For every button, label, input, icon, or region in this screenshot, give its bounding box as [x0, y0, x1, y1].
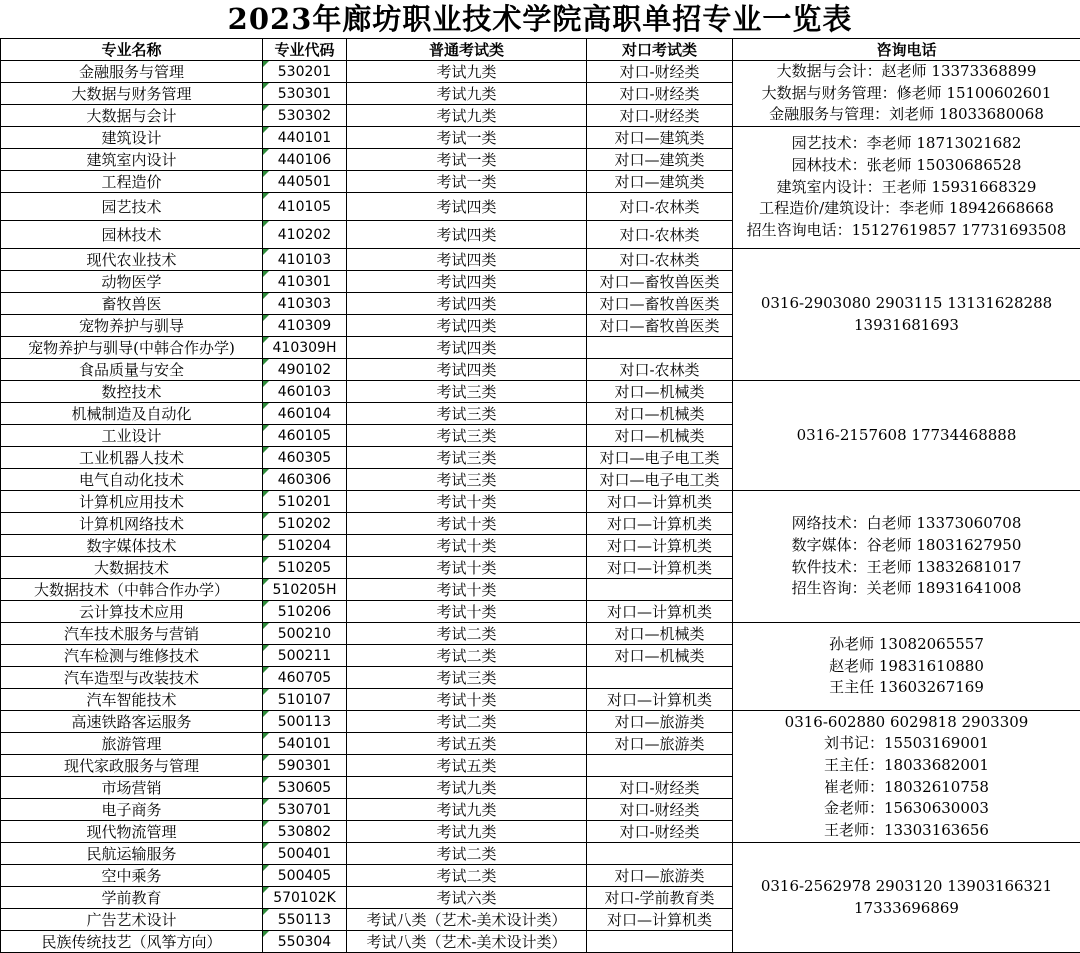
- major-name: 大数据技术（中韩合作办学）: [1, 579, 263, 601]
- major-name: 市场营销: [1, 777, 263, 799]
- vocational-exam-type: 对口-农林类: [587, 359, 733, 381]
- major-code: 410202: [263, 221, 347, 249]
- vocational-exam-type: 对口-财经类: [587, 105, 733, 127]
- vocational-exam-type: 对口—计算机类: [587, 513, 733, 535]
- general-exam-type: 考试十类: [347, 689, 587, 711]
- major-code: 490102: [263, 359, 347, 381]
- major-name: 大数据与财务管理: [1, 83, 263, 105]
- major-code: 540101: [263, 733, 347, 755]
- contact-line: 0316-2903080 2903115 13131628288: [733, 293, 1080, 315]
- contact-line: 园林技术：张老师 15030686528: [733, 155, 1080, 177]
- general-exam-type: 考试十类: [347, 579, 587, 601]
- major-name: 大数据技术: [1, 557, 263, 579]
- major-name: 园艺技术: [1, 193, 263, 221]
- major-code: 460103: [263, 381, 347, 403]
- major-name: 机械制造及自动化: [1, 403, 263, 425]
- contact-line: 园艺技术：李老师 18713021682: [733, 133, 1080, 155]
- table-row: [1, 843, 1080, 865]
- contact-cell: [733, 491, 1080, 623]
- major-code: 410309H: [263, 337, 347, 359]
- vocational-exam-type: 对口-农林类: [587, 193, 733, 221]
- major-code: 440101: [263, 127, 347, 149]
- major-name: 大数据与会计: [1, 105, 263, 127]
- general-exam-type: 考试三类: [347, 667, 587, 689]
- vocational-exam-type: [587, 755, 733, 777]
- major-name: 金融服务与管理: [1, 61, 263, 83]
- major-name: 计算机网络技术: [1, 513, 263, 535]
- general-exam-type: 考试三类: [347, 447, 587, 469]
- vocational-exam-type: 对口—畜牧兽医类: [587, 293, 733, 315]
- major-code: 500401: [263, 843, 347, 865]
- vocational-exam-type: 对口—建筑类: [587, 127, 733, 149]
- general-exam-type: 考试九类: [347, 777, 587, 799]
- table-row: [1, 249, 1080, 271]
- vocational-exam-type: [587, 337, 733, 359]
- major-code: 530301: [263, 83, 347, 105]
- vocational-exam-type: [587, 667, 733, 689]
- major-name: 现代农业技术: [1, 249, 263, 271]
- major-name: 民航运输服务: [1, 843, 263, 865]
- general-exam-type: 考试五类: [347, 733, 587, 755]
- vocational-exam-type: 对口-财经类: [587, 61, 733, 83]
- major-name: 广告艺术设计: [1, 909, 263, 931]
- major-code: 460305: [263, 447, 347, 469]
- major-name: 汽车造型与改装技术: [1, 667, 263, 689]
- major-code: 460105: [263, 425, 347, 447]
- vocational-exam-type: 对口—机械类: [587, 425, 733, 447]
- general-exam-type: 考试十类: [347, 513, 587, 535]
- major-name: 数控技术: [1, 381, 263, 403]
- vocational-exam-type: 对口-学前教育类: [587, 887, 733, 909]
- general-exam-type: 考试三类: [347, 403, 587, 425]
- majors-table: [0, 38, 1080, 953]
- general-exam-type: 考试九类: [347, 61, 587, 83]
- major-name: 宠物养护与驯导: [1, 315, 263, 337]
- general-exam-type: 考试八类（艺术-美术设计类）: [347, 909, 587, 931]
- major-name: 学前教育: [1, 887, 263, 909]
- contact-line: 金融服务与管理：刘老师 18033680068: [733, 104, 1080, 126]
- major-name: 畜牧兽医: [1, 293, 263, 315]
- general-exam-type: 考试二类: [347, 645, 587, 667]
- major-name: 汽车智能技术: [1, 689, 263, 711]
- major-name: 电子商务: [1, 799, 263, 821]
- major-code: 570102K: [263, 887, 347, 909]
- major-name: 计算机应用技术: [1, 491, 263, 513]
- general-exam-type: 考试十类: [347, 535, 587, 557]
- general-exam-type: 考试四类: [347, 221, 587, 249]
- vocational-exam-type: 对口—电子电工类: [587, 447, 733, 469]
- major-name: 食品质量与安全: [1, 359, 263, 381]
- vocational-exam-type: 对口-农林类: [587, 249, 733, 271]
- major-name: 高速铁路客运服务: [1, 711, 263, 733]
- general-exam-type: 考试四类: [347, 359, 587, 381]
- general-exam-type: 考试三类: [347, 381, 587, 403]
- table-row: [1, 61, 1080, 83]
- vocational-exam-type: 对口—计算机类: [587, 601, 733, 623]
- table-row: [1, 127, 1080, 149]
- contact-line: 大数据与财务管理：修老师 15100602601: [733, 83, 1080, 105]
- major-code: 410303: [263, 293, 347, 315]
- major-code: 460306: [263, 469, 347, 491]
- vocational-exam-type: 对口—机械类: [587, 403, 733, 425]
- contact-line: 赵老师 19831610880: [733, 656, 1080, 678]
- major-code: 590301: [263, 755, 347, 777]
- contact-line: 17333696869: [733, 898, 1080, 920]
- general-exam-type: 考试二类: [347, 865, 587, 887]
- major-name: 旅游管理: [1, 733, 263, 755]
- general-exam-type: 考试四类: [347, 271, 587, 293]
- major-code: 510201: [263, 491, 347, 513]
- header-major-name: 专业名称: [1, 39, 263, 61]
- major-name: 电气自动化技术: [1, 469, 263, 491]
- vocational-exam-type: 对口-财经类: [587, 821, 733, 843]
- vocational-exam-type: 对口—旅游类: [587, 711, 733, 733]
- major-name: 动物医学: [1, 271, 263, 293]
- general-exam-type: 考试四类: [347, 249, 587, 271]
- general-exam-type: 考试一类: [347, 149, 587, 171]
- contact-line: 招生咨询电话：15127619857 17731693508: [733, 220, 1080, 242]
- table-row: [1, 381, 1080, 403]
- major-name: 数字媒体技术: [1, 535, 263, 557]
- contact-cell: [733, 711, 1080, 843]
- major-name: 宠物养护与驯导(中韩合作办学): [1, 337, 263, 359]
- major-code: 410301: [263, 271, 347, 293]
- major-code: 530201: [263, 61, 347, 83]
- major-code: 550113: [263, 909, 347, 931]
- major-code: 510205: [263, 557, 347, 579]
- vocational-exam-type: 对口—机械类: [587, 623, 733, 645]
- major-name: 工程造价: [1, 171, 263, 193]
- major-name: 云计算技术应用: [1, 601, 263, 623]
- major-name: 工业机器人技术: [1, 447, 263, 469]
- header-vocational-exam: 对口考试类: [587, 39, 733, 61]
- vocational-exam-type: 对口—畜牧兽医类: [587, 315, 733, 337]
- general-exam-type: 考试三类: [347, 469, 587, 491]
- contact-cell: [733, 127, 1080, 249]
- major-code: 510205H: [263, 579, 347, 601]
- major-code: 500211: [263, 645, 347, 667]
- major-name: 空中乘务: [1, 865, 263, 887]
- contact-cell: [733, 843, 1080, 953]
- major-code: 510204: [263, 535, 347, 557]
- contact-line: 金老师：15630630003: [733, 798, 1080, 820]
- contact-cell: [733, 61, 1080, 127]
- major-code: 500210: [263, 623, 347, 645]
- major-code: 500405: [263, 865, 347, 887]
- table-row: [1, 623, 1080, 645]
- vocational-exam-type: 对口—计算机类: [587, 689, 733, 711]
- contact-line: 0316-2157608 17734468888: [733, 425, 1080, 447]
- vocational-exam-type: 对口—建筑类: [587, 171, 733, 193]
- general-exam-type: 考试二类: [347, 623, 587, 645]
- vocational-exam-type: 对口—计算机类: [587, 491, 733, 513]
- contact-line: 大数据与会计：赵老师 13373368899: [733, 61, 1080, 83]
- major-code: 460705: [263, 667, 347, 689]
- major-code: 440501: [263, 171, 347, 193]
- contact-line: 刘书记：15503169001: [733, 733, 1080, 755]
- major-code: 530701: [263, 799, 347, 821]
- vocational-exam-type: 对口-财经类: [587, 799, 733, 821]
- page-title: 2023年廊坊职业技术学院高职单招专业一览表: [0, 0, 1080, 38]
- major-code: 410309: [263, 315, 347, 337]
- general-exam-type: 考试十类: [347, 601, 587, 623]
- contact-line: 崔老师：18032610758: [733, 777, 1080, 799]
- contact-line: 招生咨询：关老师 18931641008: [733, 578, 1080, 600]
- contact-line: 王主任 13603267169: [733, 677, 1080, 699]
- major-code: 500113: [263, 711, 347, 733]
- vocational-exam-type: 对口-农林类: [587, 221, 733, 249]
- vocational-exam-type: 对口—计算机类: [587, 535, 733, 557]
- general-exam-type: 考试二类: [347, 711, 587, 733]
- vocational-exam-type: [587, 843, 733, 865]
- contact-line: 13931681693: [733, 315, 1080, 337]
- general-exam-type: 考试六类: [347, 887, 587, 909]
- major-name: 建筑设计: [1, 127, 263, 149]
- header-general-exam: 普通考试类: [347, 39, 587, 61]
- table-header-row: [1, 39, 1080, 61]
- general-exam-type: 考试十类: [347, 491, 587, 513]
- major-name: 汽车检测与维修技术: [1, 645, 263, 667]
- general-exam-type: 考试三类: [347, 425, 587, 447]
- general-exam-type: 考试四类: [347, 315, 587, 337]
- general-exam-type: 考试八类（艺术-美术设计类）: [347, 931, 587, 953]
- general-exam-type: 考试十类: [347, 557, 587, 579]
- general-exam-type: 考试五类: [347, 755, 587, 777]
- vocational-exam-type: 对口—计算机类: [587, 909, 733, 931]
- contact-line: 王主任：18033682001: [733, 755, 1080, 777]
- header-major-code: 专业代码: [263, 39, 347, 61]
- vocational-exam-type: 对口—旅游类: [587, 865, 733, 887]
- contact-line: 0316-602880 6029818 2903309: [733, 712, 1080, 734]
- major-name: 建筑室内设计: [1, 149, 263, 171]
- contact-line: 软件技术：王老师 13832681017: [733, 557, 1080, 579]
- contact-cell: [733, 249, 1080, 381]
- vocational-exam-type: 对口-财经类: [587, 83, 733, 105]
- contact-line: 0316-2562978 2903120 13903166321: [733, 876, 1080, 898]
- general-exam-type: 考试九类: [347, 821, 587, 843]
- major-code: 530802: [263, 821, 347, 843]
- major-code: 460104: [263, 403, 347, 425]
- major-code: 410105: [263, 193, 347, 221]
- general-exam-type: 考试九类: [347, 799, 587, 821]
- contact-line: 工程造价/建筑设计：李老师 18942668668: [733, 198, 1080, 220]
- vocational-exam-type: 对口—旅游类: [587, 733, 733, 755]
- vocational-exam-type: 对口—机械类: [587, 645, 733, 667]
- contact-cell: [733, 623, 1080, 711]
- general-exam-type: 考试二类: [347, 843, 587, 865]
- contact-line: 王老师：13303163656: [733, 820, 1080, 842]
- major-code: 530302: [263, 105, 347, 127]
- general-exam-type: 考试四类: [347, 293, 587, 315]
- contact-line: 数字媒体：谷老师 18031627950: [733, 535, 1080, 557]
- major-name: 工业设计: [1, 425, 263, 447]
- major-name: 现代物流管理: [1, 821, 263, 843]
- vocational-exam-type: 对口—建筑类: [587, 149, 733, 171]
- table-row: [1, 491, 1080, 513]
- major-name: 现代家政服务与管理: [1, 755, 263, 777]
- major-name: 民族传统技艺（风筝方向）: [1, 931, 263, 953]
- contact-line: 网络技术：白老师 13373060708: [733, 513, 1080, 535]
- general-exam-type: 考试九类: [347, 105, 587, 127]
- general-exam-type: 考试四类: [347, 337, 587, 359]
- vocational-exam-type: 对口—电子电工类: [587, 469, 733, 491]
- major-code: 510202: [263, 513, 347, 535]
- contact-cell: [733, 381, 1080, 491]
- vocational-exam-type: [587, 579, 733, 601]
- major-code: 510107: [263, 689, 347, 711]
- contact-line: 孙老师 13082065557: [733, 634, 1080, 656]
- contact-line: 建筑室内设计：王老师 15931668329: [733, 177, 1080, 199]
- major-name: 园林技术: [1, 221, 263, 249]
- major-code: 550304: [263, 931, 347, 953]
- vocational-exam-type: 对口—机械类: [587, 381, 733, 403]
- header-contact: 咨询电话: [733, 39, 1080, 61]
- major-code: 440106: [263, 149, 347, 171]
- major-code: 410103: [263, 249, 347, 271]
- vocational-exam-type: 对口—畜牧兽医类: [587, 271, 733, 293]
- table-row: [1, 711, 1080, 733]
- vocational-exam-type: 对口—计算机类: [587, 557, 733, 579]
- major-name: 汽车技术服务与营销: [1, 623, 263, 645]
- general-exam-type: 考试四类: [347, 193, 587, 221]
- vocational-exam-type: 对口-财经类: [587, 777, 733, 799]
- major-code: 530605: [263, 777, 347, 799]
- general-exam-type: 考试九类: [347, 83, 587, 105]
- major-code: 510206: [263, 601, 347, 623]
- general-exam-type: 考试一类: [347, 171, 587, 193]
- general-exam-type: 考试一类: [347, 127, 587, 149]
- vocational-exam-type: [587, 931, 733, 953]
